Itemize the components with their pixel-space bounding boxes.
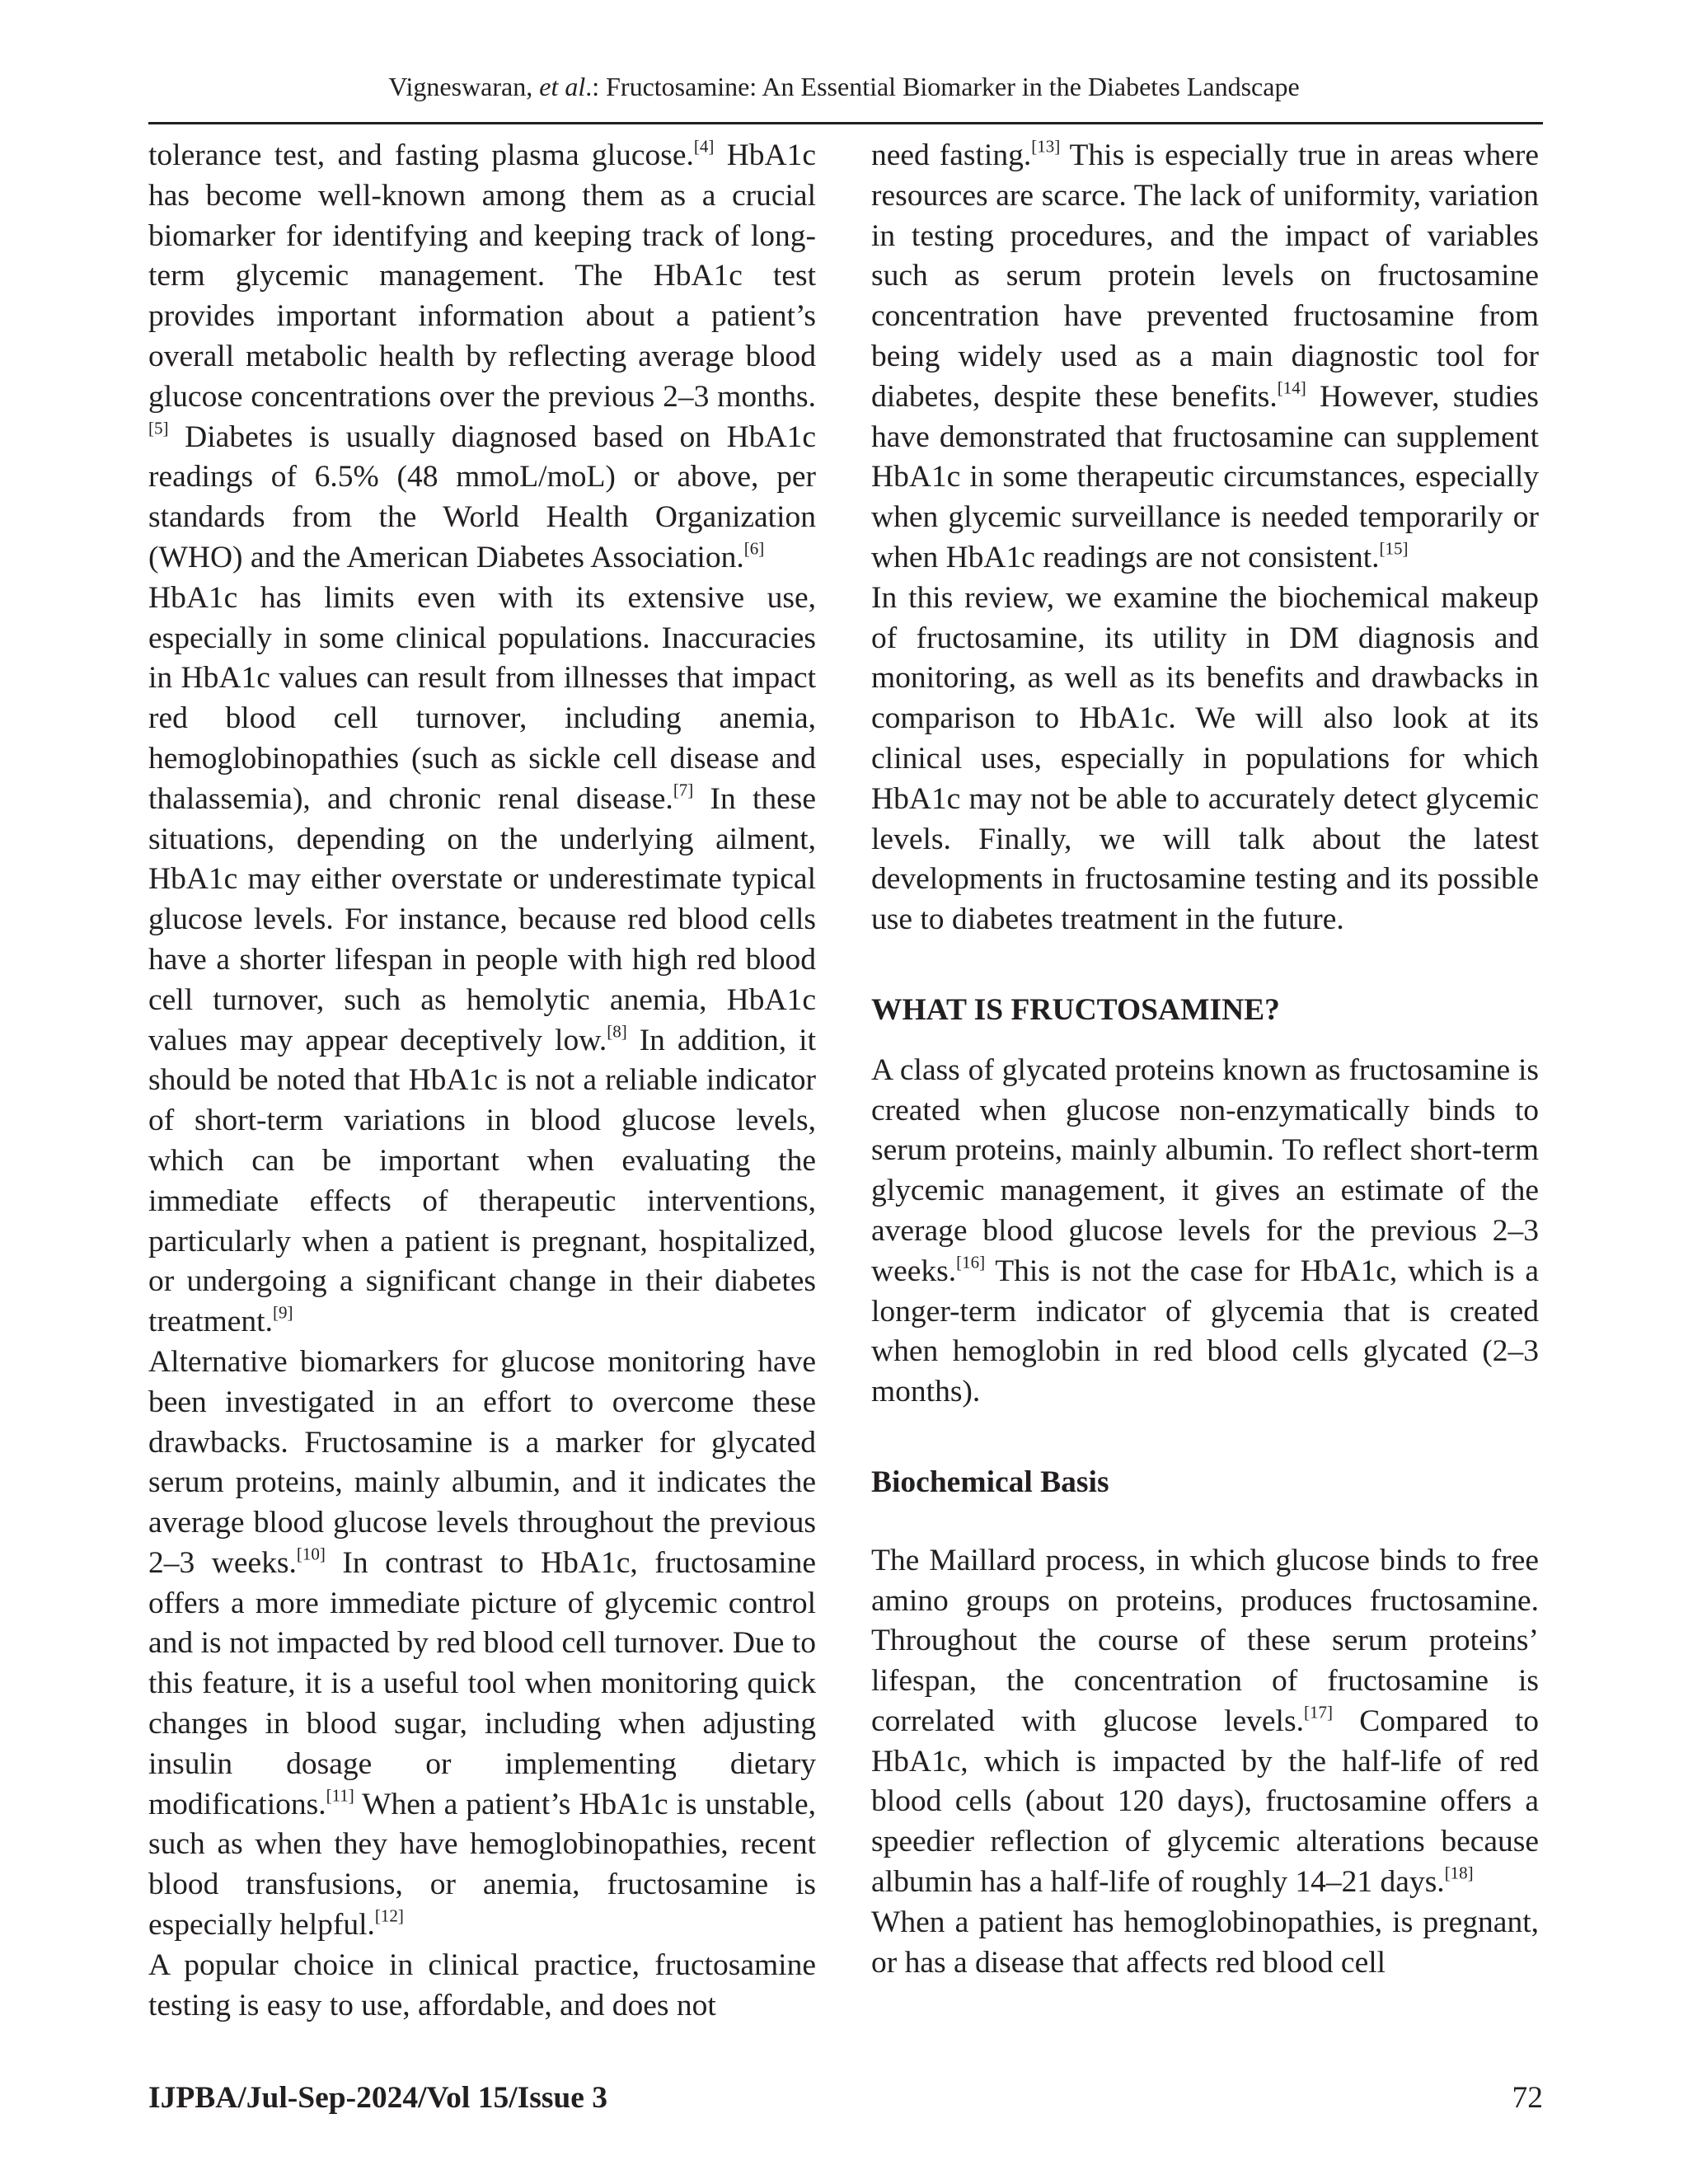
- header-title: .: Fructosamine: An Essential Biomarker in the Diabetes Landscape: [585, 72, 1300, 101]
- citation[interactable]: [8]: [607, 1020, 627, 1041]
- header-authors: Vigneswaran,: [388, 72, 540, 101]
- citation[interactable]: [11]: [326, 1784, 354, 1805]
- running-header: [0, 68, 1688, 105]
- paragraph: HbA1c has limits even with its extensive use, especially in some clinical populations. Inaccuracies in HbA1c values can result from illnesses that impact red blood cell turnover, including anemia, hemoglobinopathies (such as sickle cell disease and thalassemia), and chronic renal disease.[7] In these situations, depending on the underlying ailment, HbA1c may either overstate or underestimate typical glucose levels. For instance, because red blood cells have a shorter lifespan in people with high red blood cell turnover, such as hemolytic anemia, HbA1c values may appear deceptively low.[8] In addition, it should be noted that HbA1c is not a reliable indicator of short-term variations in blood glucose levels, which can be important when evaluating the immediate effects of therapeutic interventions, particularly when a patient is pregnant, hospitalized, or undergoing a significant change in their diabetes treatment.[9]: [148, 580, 817, 1339]
- section-heading: WHAT IS FRUCTOSAMINE?: [871, 992, 1280, 1027]
- journal-footer: IJPBA/Jul-Sep-2024/Vol 15/Issue 3: [148, 2081, 608, 2115]
- header-etal: et al: [539, 72, 586, 101]
- paragraph: tolerance test, and fasting plasma glucose.[4] HbA1c has become well-known among them as a crucial biomarker for identifying and keeping track of long-term glycemic management. The HbA1c test provides important information about a patient’s overall metabolic health by reflecting average blood glucose concentrations over the previous 2–3 months.[5] Diabetes is usually diagnosed based on HbA1c readings of 6.5% (48 mmoL/moL) or above, per standards from the World Health Organization (WHO) and the American Diabetes Association.[6]: [148, 136, 816, 574]
- subsection-heading: Biochemical Basis: [871, 1465, 1109, 1499]
- header-rule: [148, 122, 1543, 124]
- right-column: [871, 136, 1539, 1983]
- page-number: 72: [1512, 2081, 1543, 2115]
- citation[interactable]: [5]: [148, 417, 169, 438]
- paragraph: The Maillard process, in which glucose binds to free amino groups on proteins, produces fructosamine. Throughout the course of these serum proteins’ lifespan, the concentration of fructosamine is correlated with glucose levels.[17] Compared to HbA1c, which is impacted by the half-life of red blood cells (about 120 days), fructosamine offers a speedier reflection of glycemic alterations because albumin has a half-life of roughly 14–21 days.[18]: [871, 1543, 1539, 1900]
- citation[interactable]: [18]: [1444, 1863, 1474, 1883]
- citation[interactable]: [15]: [1379, 538, 1409, 559]
- citation[interactable]: [12]: [374, 1905, 404, 1926]
- citation[interactable]: [4]: [693, 136, 715, 157]
- paragraph: A class of glycated proteins known as fructosamine is created when glucose non-enzymatically binds to serum proteins, mainly albumin. To reflect short-term glycemic management, it gives an estimate of the average blood glucose levels for the previous 2–3 weeks.[16] This is not the case for HbA1c, which is a longer-term indicator of glycemia that is created when hemoglobin in red blood cells glycated (2–3 months).: [871, 1052, 1539, 1409]
- paragraph: Alternative biomarkers for glucose monitoring have been investigated in an effort to overcome these drawbacks. Fructosamine is a marker for glycated serum proteins, mainly albumin, and it indicates the average blood glucose levels throughout the previous 2–3 weeks.[10] In contrast to HbA1c, fructosamine offers a more immediate picture of glycemic control and is not impacted by red blood cell turnover. Due to this feature, it is a useful tool when monitoring quick changes in blood sugar, including when adjusting insulin dosage or implementing dietary modifications.[11] When a patient’s HbA1c is unstable, such as when they have hemoglobinopathies, recent blood transfusions, or anemia, fructosamine is especially helpful.[12]: [148, 1344, 816, 1943]
- citation[interactable]: [6]: [743, 538, 765, 559]
- paragraph: need fasting.[13] This is especially true in areas where resources are scarce. The lack of uniformity, variation in testing procedures, and the impact of variables such as serum protein levels on fructosamine concentration have prevented fructosamine from being widely used as a main diagnostic tool for diabetes, despite these benefits.[14] However, studies have demonstrated that fructosamine can supplement HbA1c in some therapeutic circumstances, especially when glycemic surveillance is needed temporarily or when HbA1c readings are not consistent.[15]: [871, 136, 1539, 574]
- paragraph: When a patient has hemoglobinopathies, is pregnant, or has a disease that affects red blood cell: [871, 1905, 1539, 1980]
- paragraph: In this review, we examine the biochemical makeup of fructosamine, its utility in DM diagnosis and monitoring, as well as its benefits and drawbacks in comparison to HbA1c. We will also look at its clinical uses, especially in populations for which HbA1c may not be able to accurately detect glycemic levels. Finally, we will talk about the latest developments in fructosamine testing and its possible use to diabetes treatment in the future.: [871, 580, 1539, 937]
- citation[interactable]: [10]: [296, 1544, 326, 1564]
- citation[interactable]: [9]: [272, 1302, 293, 1323]
- citation[interactable]: [7]: [673, 780, 694, 799]
- citation[interactable]: [14]: [1277, 377, 1306, 398]
- citation[interactable]: [16]: [956, 1251, 986, 1272]
- citation[interactable]: [13]: [1031, 136, 1061, 157]
- left-column: [148, 136, 816, 2026]
- citation[interactable]: [17]: [1303, 1702, 1333, 1722]
- paragraph: A popular choice in clinical practice, fructosamine testing is easy to use, affordable, and does not: [148, 1947, 816, 2022]
